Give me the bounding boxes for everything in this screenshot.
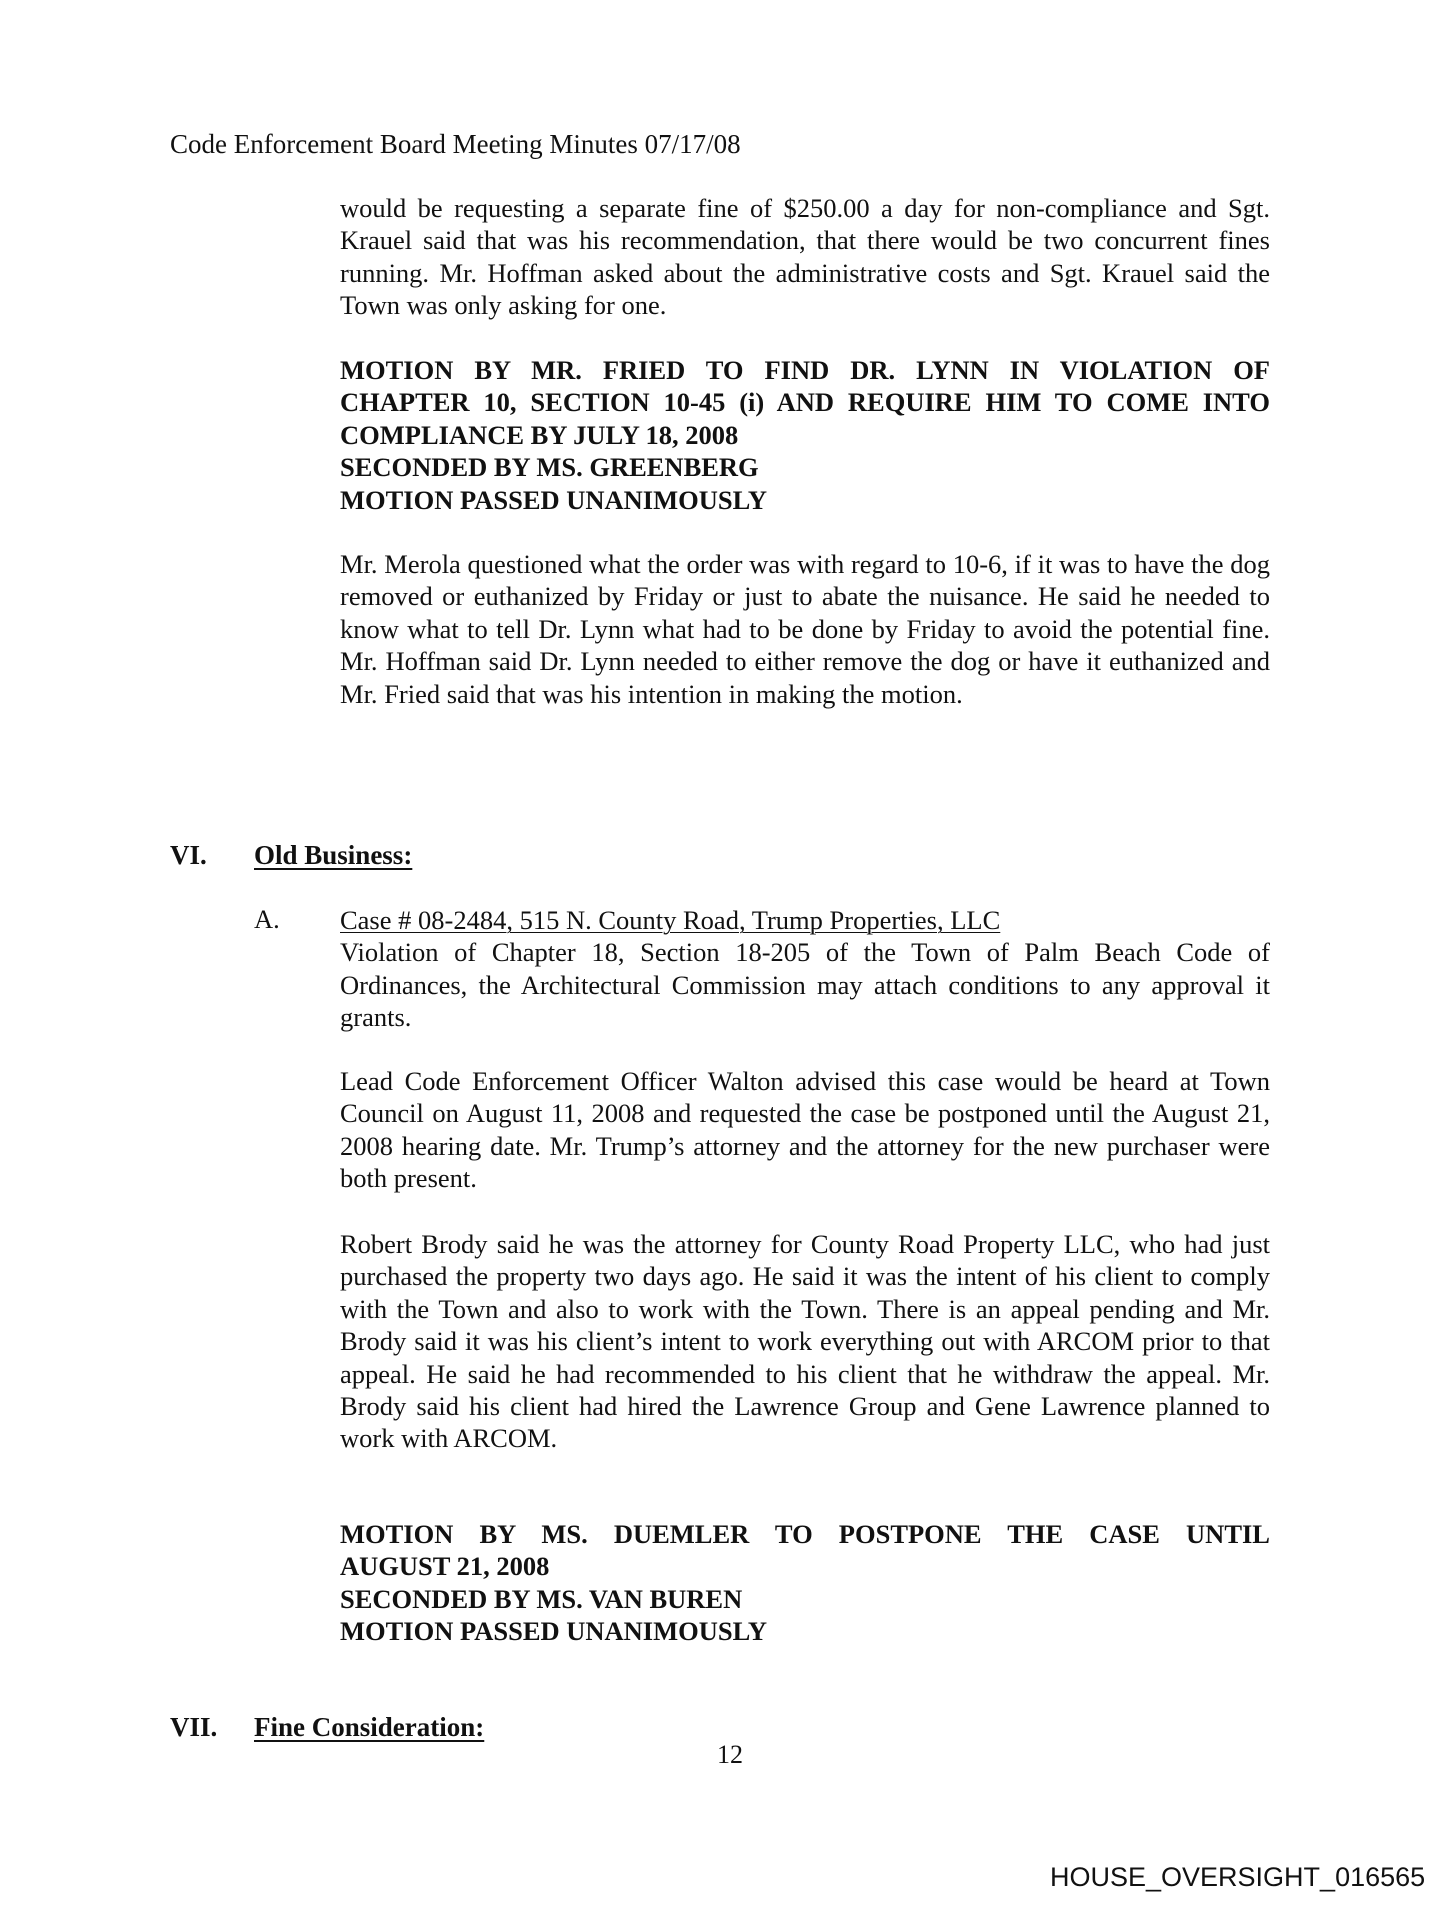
paragraph-walton: Lead Code Enforcement Officer Walton advised this case would be heard at Town Council on August 11, 2008 and requested the case be postponed until the August 21, 2008 hearing date. Mr. Trump’s attorney and the attorney for the new purchaser were both present. (340, 1066, 1270, 1194)
bates-stamp: HOUSE_OVERSIGHT_016565 (1050, 1862, 1426, 1892)
section-title-fine-consideration: Fine Consideration: (254, 1712, 485, 1742)
motion-line: COMPLIANCE BY JULY 18, 2008 (340, 419, 739, 450)
motion-line: AUGUST 21, 2008 (340, 1551, 550, 1582)
case-description: Violation of Chapter 18, Section 18-205 of the Town of Palm Beach Code of Ordinances, the Architectural Commission may attach conditions to any approval it grants. (340, 937, 1270, 1033)
motion-result: MOTION PASSED UNANIMOUSLY (340, 1616, 768, 1647)
motion-result: MOTION PASSED UNANIMOUSLY (340, 484, 768, 515)
section-title-old-business: Old Business: (254, 840, 413, 870)
motion-seconded: SECONDED BY MS. GREENBERG (340, 452, 759, 483)
page-number: 12 (717, 1740, 743, 1769)
paragraph-fine-request: would be requesting a separate fine of $250.00 a day for non-compliance and Sgt. Krauel said that was his recommendation, that there would be two concurrent fines running. Mr. Hoffman asked about the administrative costs and Sgt. Krauel said the Town was only asking for one. (340, 193, 1270, 321)
motion-seconded: SECONDED BY MS. VAN BUREN (340, 1583, 743, 1614)
paragraph-merola: Mr. Merola questioned what the order was with regard to 10-6, if it was to have the dog removed or euthanized by Friday or just to abate the nuisance. He said he needed to know what to tell Dr. Lynn what had to be done by Friday to avoid the potential fine. Mr. Hoffman said Dr. Lynn needed to either remove the dog or have it euthanized and Mr. Fried said that was his intention in making the motion. (340, 549, 1270, 709)
motion-fried (340, 354, 1270, 516)
case-item (340, 904, 1270, 1034)
case-title: Case # 08-2484, 515 N. County Road, Trump Properties, LLC (340, 905, 1001, 935)
section-number: VI. (170, 840, 207, 870)
motion-line: CHAPTER 10, SECTION 10-45 (i) AND REQUIRE HIM TO COME INTO (340, 387, 1270, 418)
motion-line: MOTION BY MS. DUEMLER TO POSTPONE THE CASE UNTIL (340, 1519, 1270, 1549)
motion-line: MOTION BY MR. FRIED TO FIND DR. LYNN IN VIOLATION OF (340, 355, 1270, 385)
document-header: Code Enforcement Board Meeting Minutes 07/17/08 (170, 129, 741, 159)
paragraph-brody: Robert Brody said he was the attorney for County Road Property LLC, who had just purchased the property two days ago. He said it was the intent of his client to comply with the Town and also to work with the Town. There is an appeal pending and Mr. Brody said it was his client’s intent to work everything out with ARCOM prior to that appeal. He said he had recommended to his client that he withdraw the appeal. Mr. Brody said his client had hired the Lawrence Group and Gene Lawrence planned to work with ARCOM. (340, 1229, 1270, 1454)
section-number: VII. (170, 1712, 218, 1742)
motion-duemler (340, 1518, 1270, 1648)
item-letter: A. (254, 904, 280, 934)
